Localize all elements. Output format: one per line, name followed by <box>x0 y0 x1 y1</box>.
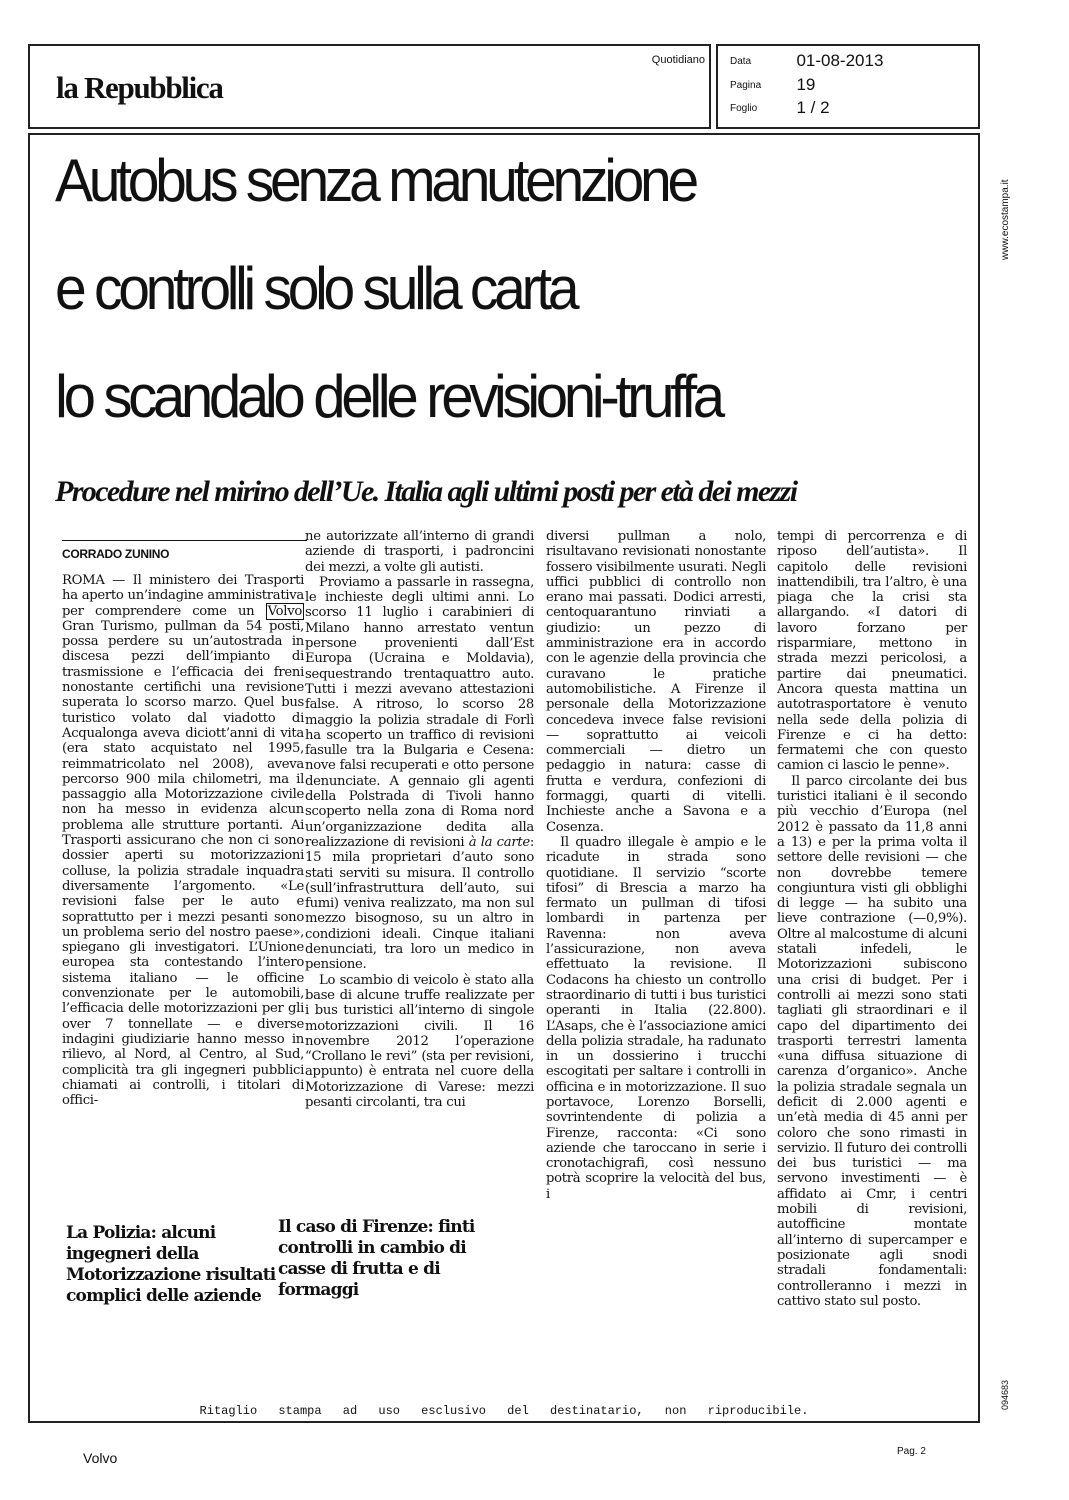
paragraph: Lo scambio di veicolo è stato alla base di alcune truffe realizzate per i bus turistici all’interno di singole motorizzazioni civili. Il 16 novembre 2012 l’operazione “Crollano le revi” (sta per revisioni, appunto) è entrata nel cuore della Motorizzazione di Varese: mezzi pesanti circolanti, tra cui <box>305 972 534 1110</box>
side-code: 094683 <box>1000 1379 1010 1410</box>
page-row <box>730 75 815 95</box>
paragraph: Il parco circolante dei bus turistici italiani è il secondo più vecchio d’Europa (nel 2012 è passato da 11,8 anni a 13) e per la prima volta il settore delle revisioni — che non dovrebbe temere congiuntura visti gli obblighi di legge — ha subito una lieve contrazione (—0,9%). Oltre al malcostume di alcuni statali infedeli, le Motorizzazioni subiscono una crisi di budget. Per i controlli ai mezzi sono stati tagliati gli straordinari e il capo del dipartimento dei trasporti terrestri lamenta «una diffusa situazione di carenza d’organico». Anche la polizia stradale segnala un deficit di 2.000 agenti e un’età media di 45 anni per coloro che sono rimasti in servizio. Il futuro dei controlli dei bus turistici — ma servono investimenti — è affidato ai Cmr, i centri mobili di revisioni, autofficine montate all’interno di supercamper e posizionate agli snodi stradali fondamentali: controlleranno i mezzi in cattivo stato sul posto. <box>777 773 967 1309</box>
masthead-box <box>28 44 711 129</box>
metadata-box <box>716 44 980 129</box>
newspaper-logo: la Repubblica <box>56 70 223 105</box>
byline-rule <box>62 540 307 541</box>
headline-line-3: lo scandalo delle revisioni-truffa <box>55 363 721 430</box>
headline-line-1: Autobus senza manutenzione <box>55 147 695 214</box>
text-run: : 15 mila proprietari d’auto sono stati serviti su misura. Il controllo (sull’infrastruttura dell’auto, sui fumi) veniva realizzato, ma non sul mezzo bisognoso, su un altro in condizioni ideali. Cinque italiani denunciati, tra loro un medico in pensione. <box>305 834 534 973</box>
date-label: Data <box>730 55 752 67</box>
pull-quote-police: La Polizia: alcuni ingegneri della Motorizzazione risultati complici delle aziende <box>66 1223 276 1306</box>
article-column-3 <box>546 529 766 1202</box>
page-value: 19 <box>796 75 816 94</box>
byline: CORRADO ZUNINO <box>62 547 170 561</box>
article-column-2 <box>305 529 534 1110</box>
article-box <box>28 133 980 1423</box>
text-run: Proviamo a passarle in rassegna, le inchieste degli ultimi anni. Lo scorso 11 luglio i carabinieri di Milano hanno arrestato ventun persone provenienti dall’Est Europa (Ucraina e Moldavia), sequestrando trentaquattro auto. Tutti i mezzi avevano attestazioni false. A ritroso, lo scorso 28 maggio la polizia stradale di Forlì ha scoperto un traffico di revisioni fasulle tra la Bulgaria e Cesena: nove falsi recuperati e otto persone denunciate. A gennaio gli agenti della Polstrada di Tivoli hanno scoperto nella zona di Roma nord un’organizzazione dedita alla realizzazione di revisioni <box>305 574 534 850</box>
highlighted-keyword: Volvo <box>267 603 302 619</box>
text-run: ROMA — Il ministero dei Trasporti ha aperto un’indagine amministrativa per comprendere come un <box>62 573 304 619</box>
date-value: 01-08-2013 <box>796 51 884 70</box>
paragraph: tempi di percorrenza e di riposo dell’autista». Il capitolo delle revisioni inattendibili, tra l’altro, è una piaga che la crisi sta allargando. «I datori di lavoro forzano per risparmiare, mettono in strada mezzi pericolosi, a partire dai pneumatici. Ancora questa mattina un autotrasportatore è venuto nella sede della polizia di Firenze e ci ha detto: fermatemi che con questo camion ci lascio le penne». <box>777 529 967 774</box>
sheet-label: Foglio <box>730 102 758 114</box>
headline-line-2: e controlli solo sulla carta <box>55 255 576 322</box>
paragraph: diversi pullman a nolo, risultavano revisionati nonostante fossero visibilmente usurati. Negli uffici pubblici di controllo non erano mai passati. Dodici arresti, centoquarantuno rinviati a giudizio: un pezzo di amministrazione era in accordo con le agenzie della provincia che curavano le pratiche automobilistiche. A Firenze il personale della Motorizzazione concedeva invece false revisioni — soprattutto ai veicoli commerciali — dietro un pedaggio in natura: casse di frutta e verdura, confezioni di formaggi, quarti di vitelli. Inchieste anche a Savona e a Cosenza. <box>546 529 766 835</box>
date-row <box>730 51 883 71</box>
side-url: www.ecostampa.it <box>1000 179 1011 260</box>
page-label: Pagina <box>730 79 762 91</box>
text-run: Gran Turismo, pullman da 54 posti, possa perdere su un’autostrada in discesa pezzi dell’impianto di trasmissione e l’efficacia dei freni nonostante certifichi una revisione superata lo scorso marzo. Quel bus turistico volato dal viadotto di Acqualonga aveva diciott’anni di vita (era stato acquistato nel 1995, reimmatricolato nel 2008), aveva percorso 900 mila chilometri, ma il passaggio alla Motorizzazione civile non ha messo in evidenza alcun problema alle strutture portanti. Ai Trasporti assicurano che non ci sono dossier aperti su motorizzazioni colluse, la polizia stradale inquadra diversamente l’argomento. «Le revisioni false per le auto e soprattutto per i mezzi pesanti sono un problema serio del nostro paese», spiegano gli investigatori. L’Unione europea sta contestando l’intero sistema italiano — le officine convenzionate per le automobili, l’efficacia delle motorizzazioni per gli over 7 tonnellate — e diverse indagini giudiziarie hanno messo in rilievo, al Nord, al Centro, al Sud, complicità tra gli ingegneri pubblici chiamati ai controlli, i titolari di offici- <box>62 618 304 1109</box>
footer-keyword: Volvo <box>83 1450 118 1466</box>
paragraph <box>305 575 534 973</box>
article-column-1 <box>62 573 304 1108</box>
sheet-value: 1 / 2 <box>796 98 830 117</box>
clipping-notice: Ritaglio stampa ad uso esclusivo del destinatario, non riproducibile. <box>199 1404 809 1418</box>
italic-run: à la carte <box>468 834 530 850</box>
publication-type: Quotidiano <box>651 54 705 66</box>
paragraph <box>62 573 304 1108</box>
paragraph: Il quadro illegale è ampio e le ricadute in strada sono quotidiane. Il servizio “scorte tifosi” di Brescia a marzo ha fermato un pullman di tifosi lombardi in partenza per Ravenna: non aveva l’assicurazione, non aveva effettuato la revisione. Il Codacons ha chiesto un controllo straordinario di tutti i bus turistici operanti in Italia (22.800). L’Asaps, che è l’associazione amici della polizia stradale, ha radunato in un dossierino i trucchi escogitati per saltare i controlli in officina e in motorizzazione. Il suo portavoce, Lorenzo Borselli, sovrintendente di polizia a Firenze, racconta: «Ci sono aziende che taroccano in serie i cronotachigrafi, così nessuno potrà scoprire la velocità del bus, i <box>546 834 766 1202</box>
paragraph: ne autorizzate all’interno di grandi aziende di trasporti, i padroncini dei mezzi, a volte gli autisti. <box>305 529 534 575</box>
footer-page-number: Pag. 2 <box>897 1446 926 1457</box>
subheadline: Procedure nel mirino dell’Ue. Italia agli ultimi posti per età dei mezzi <box>55 475 797 508</box>
article-column-4 <box>777 529 967 1309</box>
sheet-row <box>730 98 830 118</box>
pull-quote-florence: Il caso di Firenze: finti controlli in cambio di casse di frutta e di formaggi <box>278 1217 475 1300</box>
